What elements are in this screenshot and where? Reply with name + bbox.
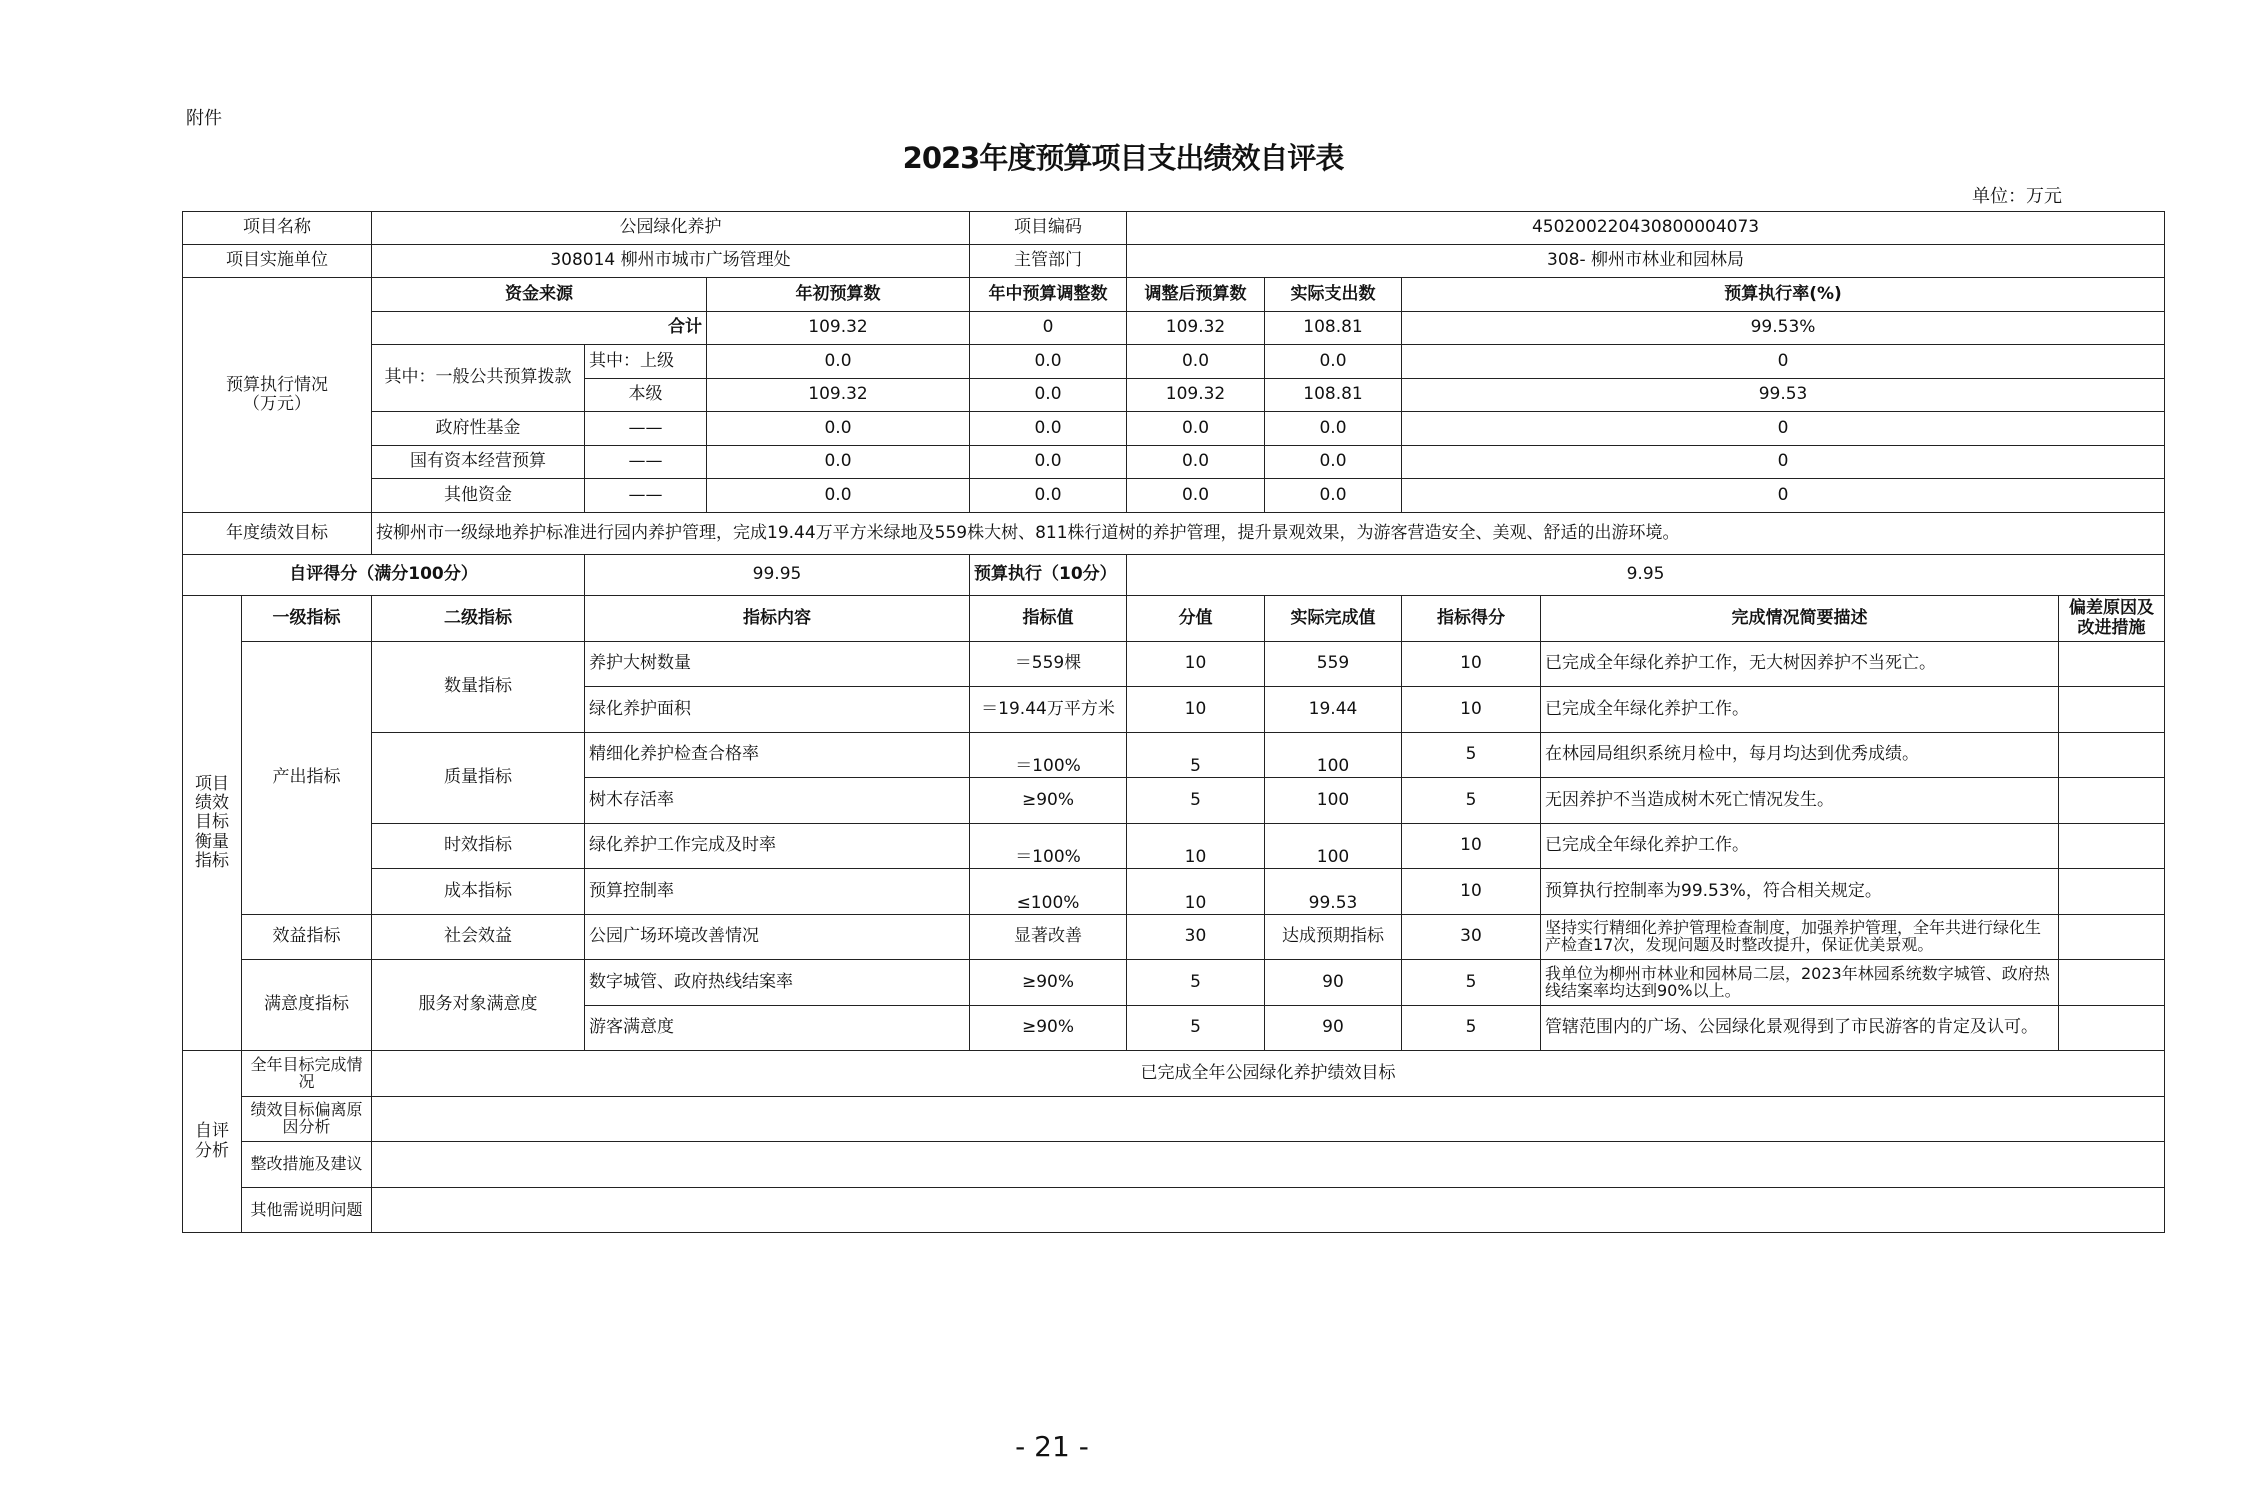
other-fund-dash: ——: [585, 479, 707, 513]
analysis-section-label: 自评 分析: [183, 1051, 242, 1233]
indicator-points: 5: [1127, 960, 1265, 1006]
indicator-points: 5: [1127, 733, 1265, 778]
indicator-actual: 99.53: [1265, 869, 1402, 915]
project-name: 公园绿化养护: [372, 212, 970, 245]
header-deviation: 偏差原因及改进措施: [2059, 596, 2165, 642]
indicator-description: 已完成全年绿化养护工作，无大树因养护不当死亡。: [1541, 642, 2059, 687]
indicator-target: ≥90%: [970, 960, 1127, 1006]
total-actual: 108.81: [1265, 312, 1402, 345]
indicator-score: 5: [1402, 960, 1541, 1006]
project-code-label: 项目编码: [970, 212, 1127, 245]
gov-fund-adjust: 0.0: [970, 412, 1127, 446]
local-level-label: 本级: [585, 379, 707, 412]
header-actual: 实际完成值: [1265, 596, 1402, 642]
other-fund-adjusted: 0.0: [1127, 479, 1265, 513]
indicator-points: 30: [1127, 915, 1265, 960]
indicator-deviation: [2059, 869, 2165, 915]
indicator-actual: 90: [1265, 1006, 1402, 1051]
implementing-unit-label: 项目实施单位: [183, 245, 372, 278]
indicator-score: 5: [1402, 1006, 1541, 1051]
gov-fund-initial: 0.0: [707, 412, 970, 446]
indicator-content: 数字城管、政府热线结案率: [585, 960, 970, 1006]
indicator-points: 5: [1127, 778, 1265, 824]
table-row: [183, 1097, 2165, 1142]
project-name-label: 项目名称: [183, 212, 372, 245]
local-initial: 109.32: [707, 379, 970, 412]
header-content: 指标内容: [585, 596, 970, 642]
indicator-target: ≥90%: [970, 1006, 1127, 1051]
upper-rate: 0: [1402, 345, 2165, 379]
local-rate: 99.53: [1402, 379, 2165, 412]
indicator-deviation: [2059, 778, 2165, 824]
header-initial-budget: 年初预算数: [707, 278, 970, 312]
indicator-score: 10: [1402, 642, 1541, 687]
other-fund-label: 其他资金: [372, 479, 585, 513]
annual-goal-text: 按柳州市一级绿地养护标准进行园内养护管理，完成19.44万平方米绿地及559株大树、811株行道树的养护管理，提升景观效果，为游客营造安全、美观、舒适的出游环境。: [372, 513, 2165, 555]
table-row: [183, 960, 2165, 1006]
indicator-actual: 达成预期指标: [1265, 915, 1402, 960]
table-row: [183, 212, 2165, 245]
state-capital-label: 国有资本经营预算: [372, 446, 585, 479]
indicator-deviation: [2059, 1006, 2165, 1051]
indicator-score: 5: [1402, 778, 1541, 824]
table-row: [183, 824, 2165, 869]
indicator-score: 10: [1402, 824, 1541, 869]
indicator-score: 10: [1402, 869, 1541, 915]
indicator-score: 10: [1402, 687, 1541, 733]
upper-initial: 0.0: [707, 345, 970, 379]
state-capital-dash: ——: [585, 446, 707, 479]
total-label: 合计: [372, 312, 707, 345]
analysis-item-label: 其他需说明问题: [242, 1188, 372, 1233]
implementing-unit: 308014 柳州市城市广场管理处: [372, 245, 970, 278]
header-points: 分值: [1127, 596, 1265, 642]
indicator-score: 5: [1402, 733, 1541, 778]
header-target: 指标值: [970, 596, 1127, 642]
indicator-actual: 100: [1265, 778, 1402, 824]
table-row: [183, 1142, 2165, 1188]
table-row: [183, 1188, 2165, 1233]
annual-goal-label: 年度绩效目标: [183, 513, 372, 555]
header-exec-rate: 预算执行率(%): [1402, 278, 2165, 312]
indicator-target: ＝100%: [970, 733, 1127, 778]
gov-fund-label: 政府性基金: [372, 412, 585, 446]
analysis-item-text: 已完成全年公园绿化养护绩效目标: [372, 1051, 2165, 1097]
indicator-description: 已完成全年绿化养护工作。: [1541, 687, 2059, 733]
header-mid-adjust: 年中预算调整数: [970, 278, 1127, 312]
total-rate: 99.53%: [1402, 312, 2165, 345]
indicator-actual: 559: [1265, 642, 1402, 687]
table-row: [183, 915, 2165, 960]
header-description: 完成情况简要描述: [1541, 596, 2059, 642]
indicator-target: ＝19.44万平方米: [970, 687, 1127, 733]
unit-label: 单位：万元: [1972, 186, 2062, 207]
gov-fund-actual: 0.0: [1265, 412, 1402, 446]
indicator-deviation: [2059, 733, 2165, 778]
indicator-target: ＝559棵: [970, 642, 1127, 687]
general-budget-label: 其中：一般公共预算拨款: [372, 345, 585, 412]
indicator-content: 绿化养护工作完成及时率: [585, 824, 970, 869]
analysis-item-text: [372, 1097, 2165, 1142]
other-fund-adjust: 0.0: [970, 479, 1127, 513]
upper-actual: 0.0: [1265, 345, 1402, 379]
indicator-actual: 19.44: [1265, 687, 1402, 733]
benefit-indicator-label: 效益指标: [242, 915, 372, 960]
local-actual: 108.81: [1265, 379, 1402, 412]
header-adjusted-budget: 调整后预算数: [1127, 278, 1265, 312]
indicator-deviation: [2059, 824, 2165, 869]
indicator-content: 树木存活率: [585, 778, 970, 824]
indicator-points: 10: [1127, 869, 1265, 915]
other-fund-actual: 0.0: [1265, 479, 1402, 513]
annex-label: 附件: [186, 108, 222, 129]
indicator-target: 显著改善: [970, 915, 1127, 960]
gov-fund-adjusted: 0.0: [1127, 412, 1265, 446]
indicator-points: 10: [1127, 687, 1265, 733]
table-row: [183, 642, 2165, 687]
indicator-target: ≤100%: [970, 869, 1127, 915]
table-row: [183, 245, 2165, 278]
table-row: [183, 869, 2165, 915]
state-capital-actual: 0.0: [1265, 446, 1402, 479]
indicator-points: 10: [1127, 824, 1265, 869]
service-satisfaction-label: 服务对象满意度: [372, 960, 585, 1051]
header-fund-source: 资金来源: [372, 278, 707, 312]
indicator-points: 10: [1127, 642, 1265, 687]
indicator-deviation: [2059, 915, 2165, 960]
table-row: [183, 312, 2165, 345]
indicator-description: 管辖范围内的广场、公园绿化景观得到了市民游客的肯定及认可。: [1541, 1006, 2059, 1051]
state-capital-initial: 0.0: [707, 446, 970, 479]
other-fund-rate: 0: [1402, 479, 2165, 513]
indicator-content: 预算控制率: [585, 869, 970, 915]
budget-exec-score-label: 预算执行（10分）: [970, 555, 1127, 596]
indicator-content: 养护大树数量: [585, 642, 970, 687]
table-row: [183, 345, 2165, 379]
indicator-target: ≥90%: [970, 778, 1127, 824]
table-row: [183, 555, 2165, 596]
table-row: [183, 479, 2165, 513]
table-row: [183, 446, 2165, 479]
local-adjust: 0.0: [970, 379, 1127, 412]
cost-indicator-label: 成本指标: [372, 869, 585, 915]
indicator-content: 公园广场环境改善情况: [585, 915, 970, 960]
output-indicator-label: 产出指标: [242, 642, 372, 915]
indicator-description: 预算执行控制率为99.53%，符合相关规定。: [1541, 869, 2059, 915]
page-number: - 21 -: [1015, 1430, 1089, 1463]
table-row: [183, 412, 2165, 446]
total-adjust: 0: [970, 312, 1127, 345]
gov-fund-rate: 0: [1402, 412, 2165, 446]
indicator-description: 在林园局组织系统月检中，每月均达到优秀成绩。: [1541, 733, 2059, 778]
upper-adjusted: 0.0: [1127, 345, 1265, 379]
indicator-actual: 100: [1265, 824, 1402, 869]
indicator-description: 我单位为柳州市林业和园林局二层，2023年林园系统数字城管、政府热线结案率均达到90%以上。: [1541, 960, 2059, 1006]
indicator-content: 精细化养护检查合格率: [585, 733, 970, 778]
indicator-deviation: [2059, 642, 2165, 687]
table-row: [183, 1051, 2165, 1097]
budget-section-label: 预算执行情况 （万元）: [183, 278, 372, 513]
indicator-description: 无因养护不当造成树木死亡情况发生。: [1541, 778, 2059, 824]
indicator-points: 5: [1127, 1006, 1265, 1051]
indicator-section-label: 项目 绩效 目标 衡量 指标: [183, 596, 242, 1051]
indicator-deviation: [2059, 960, 2165, 1006]
analysis-item-label: 整改措施及建议: [242, 1142, 372, 1188]
timeliness-indicator-label: 时效指标: [372, 824, 585, 869]
quantity-indicator-label: 数量指标: [372, 642, 585, 733]
satisfaction-indicator-label: 满意度指标: [242, 960, 372, 1051]
social-benefit-label: 社会效益: [372, 915, 585, 960]
quality-indicator-label: 质量指标: [372, 733, 585, 824]
analysis-item-label: 绩效目标偏离原因分析: [242, 1097, 372, 1142]
upper-level-label: 其中：上级: [585, 345, 707, 379]
indicator-description: 坚持实行精细化养护管理检查制度，加强养护管理，全年共进行绿化生产检查17次，发现问题及时整改提升，保证优美景观。: [1541, 915, 2059, 960]
indicator-content: 绿化养护面积: [585, 687, 970, 733]
table-row: [183, 596, 2165, 642]
state-capital-rate: 0: [1402, 446, 2165, 479]
analysis-item-text: [372, 1188, 2165, 1233]
indicator-description: 已完成全年绿化养护工作。: [1541, 824, 2059, 869]
self-score-value: 99.95: [585, 555, 970, 596]
page-title: 2023年度预算项目支出绩效自评表: [902, 141, 1344, 175]
gov-fund-dash: ——: [585, 412, 707, 446]
header-level2: 二级指标: [372, 596, 585, 642]
upper-adjust: 0.0: [970, 345, 1127, 379]
indicator-actual: 100: [1265, 733, 1402, 778]
self-score-label: 自评得分（满分100分）: [183, 555, 585, 596]
table-row: [183, 513, 2165, 555]
department-label: 主管部门: [970, 245, 1127, 278]
performance-table: [182, 211, 2165, 1233]
header-level1: 一级指标: [242, 596, 372, 642]
analysis-item-label: 全年目标完成情况: [242, 1051, 372, 1097]
department: 308- 柳州市林业和园林局: [1127, 245, 2165, 278]
state-capital-adjust: 0.0: [970, 446, 1127, 479]
indicator-actual: 90: [1265, 960, 1402, 1006]
table-row: [183, 733, 2165, 778]
total-initial: 109.32: [707, 312, 970, 345]
local-adjusted: 109.32: [1127, 379, 1265, 412]
budget-exec-score-value: 9.95: [1127, 555, 2165, 596]
other-fund-initial: 0.0: [707, 479, 970, 513]
project-code: 450200220430800004073: [1127, 212, 2165, 245]
analysis-item-text: [372, 1142, 2165, 1188]
indicator-score: 30: [1402, 915, 1541, 960]
indicator-content: 游客满意度: [585, 1006, 970, 1051]
indicator-target: ＝100%: [970, 824, 1127, 869]
state-capital-adjusted: 0.0: [1127, 446, 1265, 479]
total-adjusted: 109.32: [1127, 312, 1265, 345]
header-actual-spend: 实际支出数: [1265, 278, 1402, 312]
indicator-deviation: [2059, 687, 2165, 733]
header-score: 指标得分: [1402, 596, 1541, 642]
table-row: [183, 278, 2165, 312]
